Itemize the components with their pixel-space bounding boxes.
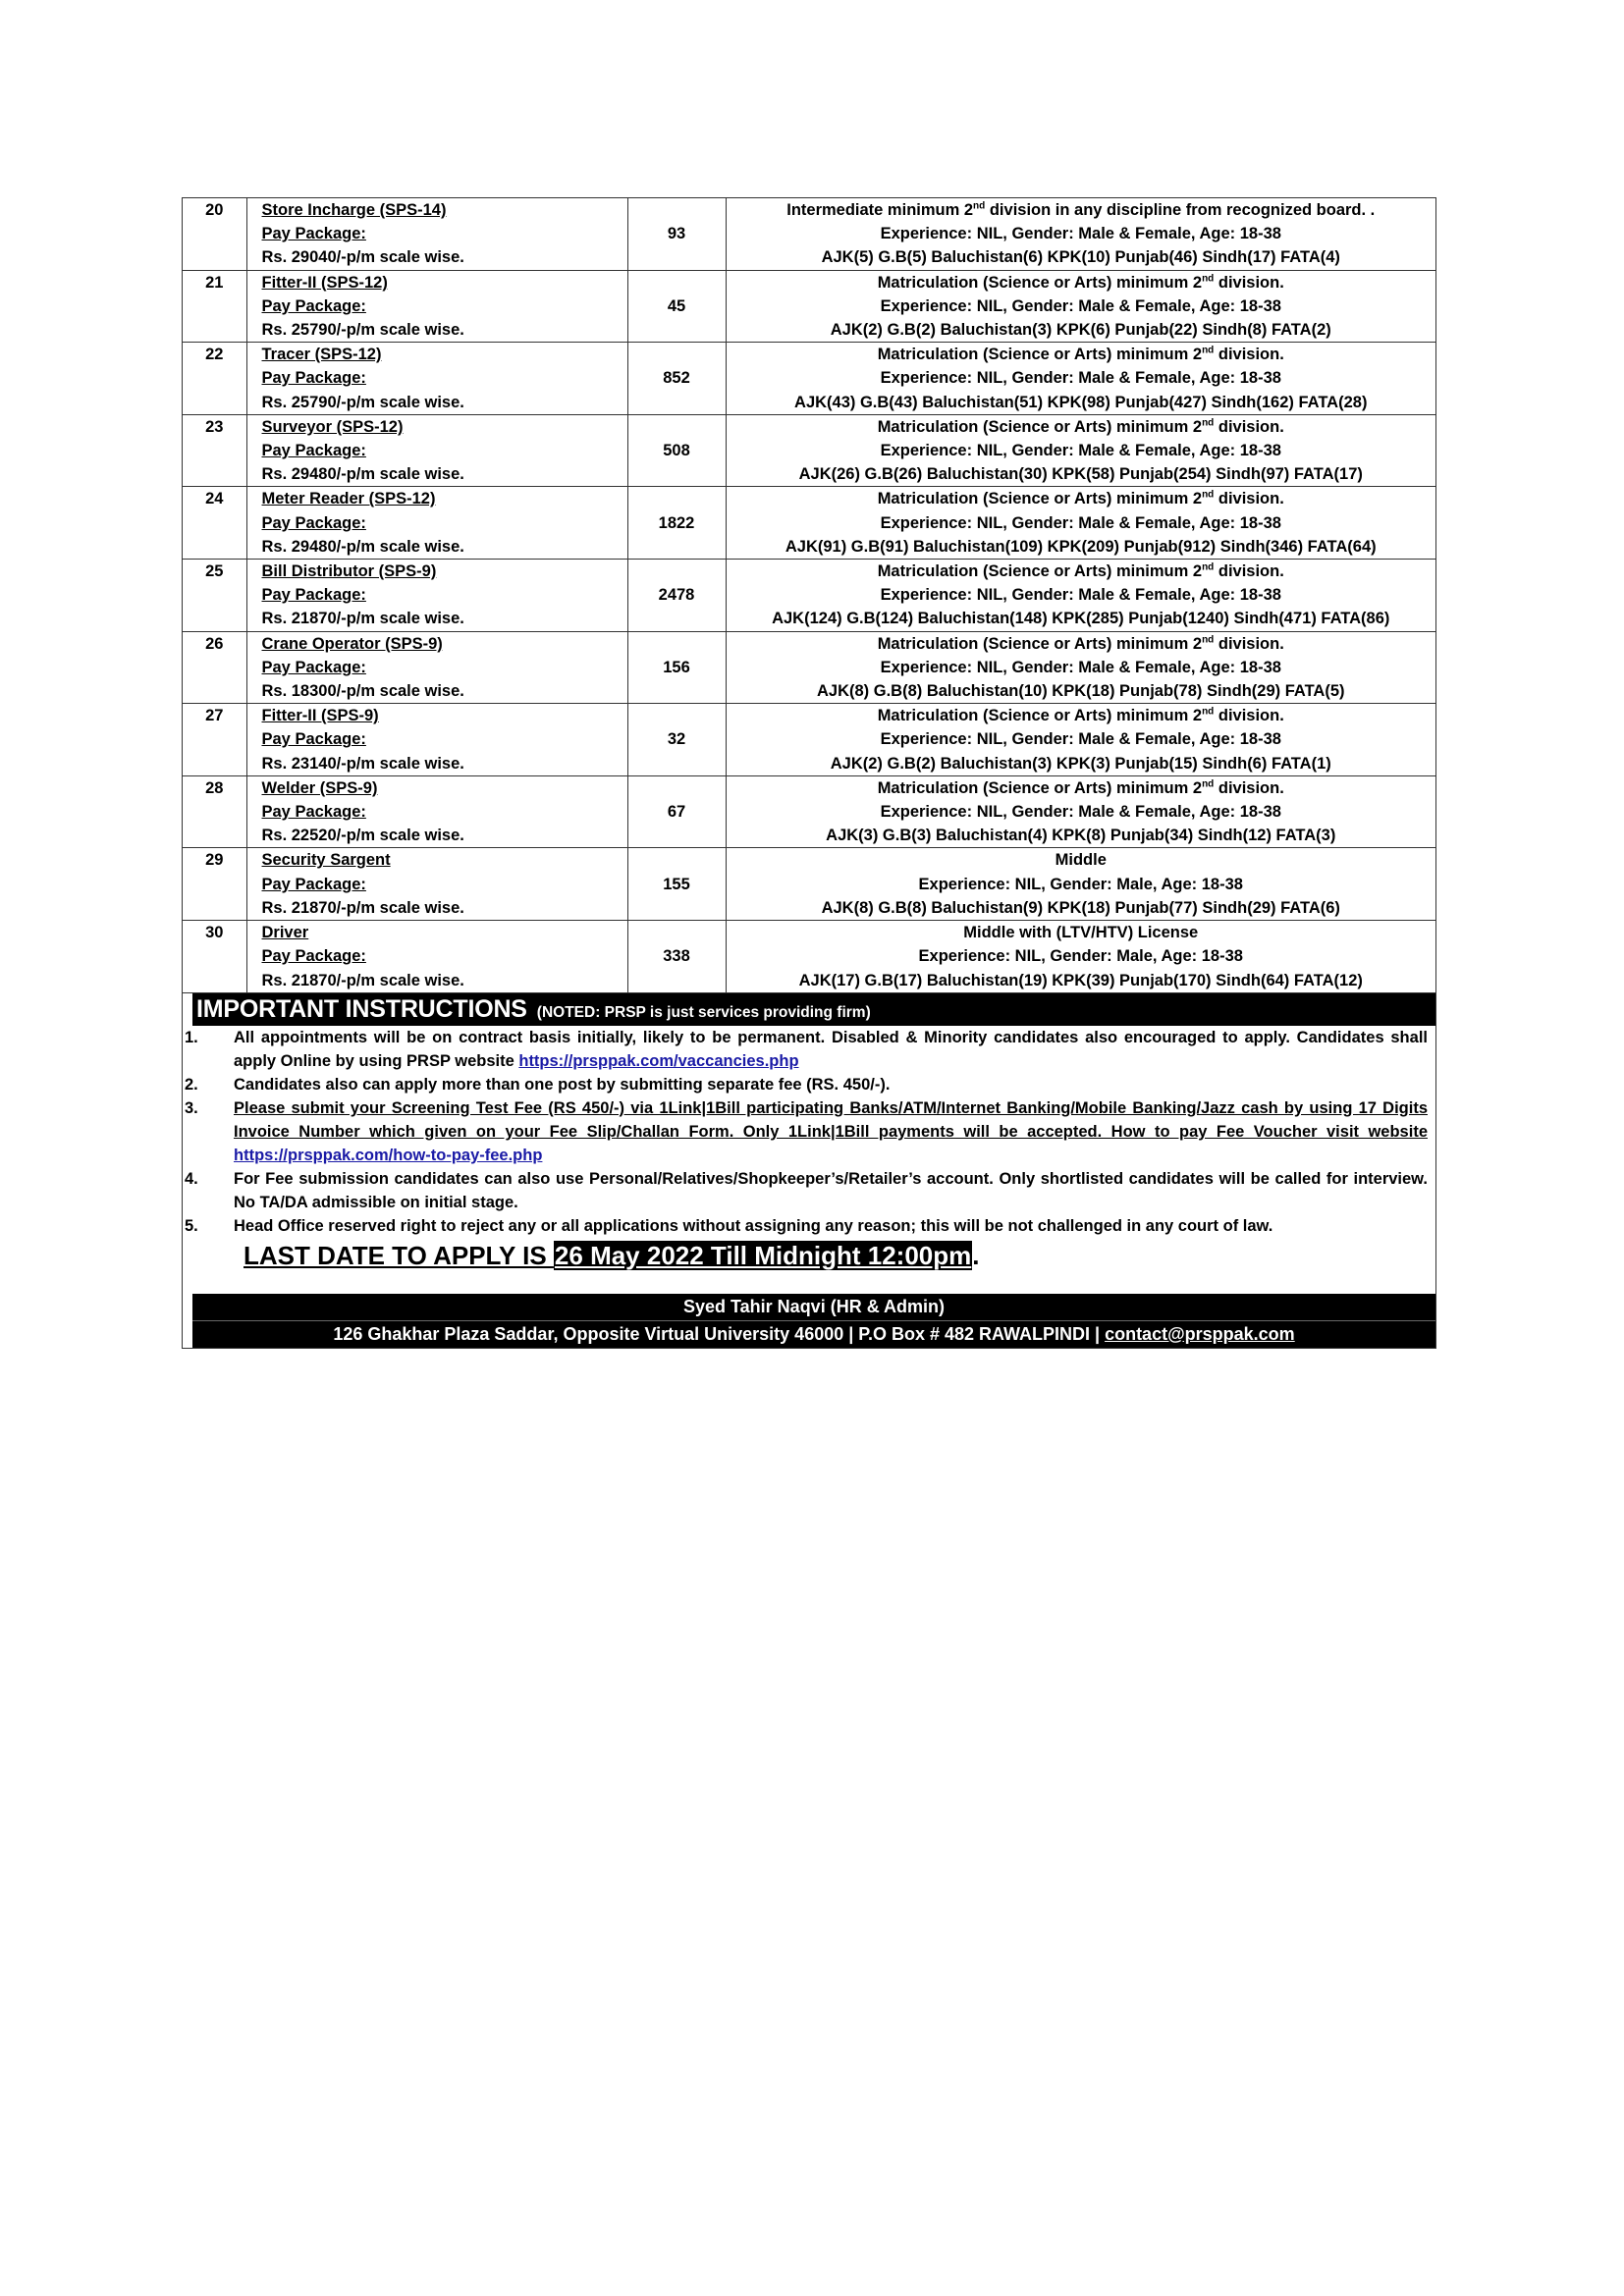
- pay-package-label: Pay Package:: [261, 513, 366, 532]
- signatory-name: Syed Tahir Naqvi (HR & Admin): [192, 1294, 1435, 1321]
- experience-gender-age: Experience: NIL, Gender: Male & Female, Age: 18-38: [880, 658, 1281, 676]
- item-number: 2.: [185, 1075, 198, 1094]
- requirements-cell: [726, 921, 1435, 993]
- requirements-cell: [726, 704, 1435, 776]
- pay-amount: Rs. 21870/-p/m scale wise.: [261, 898, 464, 917]
- post-cell: [246, 560, 627, 632]
- post-title: Fitter-II (SPS-9): [261, 707, 379, 725]
- job-row: [183, 414, 1435, 487]
- how-to-pay-link[interactable]: https://prsppak.com/how-to-pay-fee.php: [234, 1146, 543, 1164]
- qualification: Matriculation (Science or Arts) minimum 2nd division.: [877, 634, 1284, 653]
- requirements-cell: [726, 848, 1435, 921]
- qualification: Matriculation (Science or Arts) minimum 2nd division.: [877, 273, 1284, 292]
- provincial-quota: AJK(17) G.B(17) Baluchistan(19) KPK(39) Punjab(170) Sindh(64) FATA(12): [798, 971, 1363, 989]
- pay-amount: Rs. 23140/-p/m scale wise.: [261, 754, 464, 773]
- post-title: Store Incharge (SPS-14): [261, 201, 447, 219]
- requirements-cell: [726, 775, 1435, 848]
- pay-amount: Rs. 29040/-p/m scale wise.: [261, 248, 464, 267]
- item-text: For Fee submission candidates can also use Personal/Relatives/Shopkeeper’s/Retailer’s account. Only shortlisted candidates will be called for interview. No TA/DA admissible on initial stage.: [234, 1169, 1428, 1211]
- pay-package-label: Pay Package:: [261, 803, 366, 822]
- serial-number: 25: [183, 560, 246, 632]
- experience-gender-age: Experience: NIL, Gender: Male & Female, Age: 18-38: [880, 513, 1281, 532]
- job-row: [183, 848, 1435, 921]
- experience-gender-age: Experience: NIL, Gender: Male, Age: 18-38: [918, 947, 1243, 966]
- pay-package-label: Pay Package:: [261, 586, 366, 605]
- vacancies-link[interactable]: https://prsppak.com/vaccancies.php: [518, 1051, 799, 1070]
- pay-package-label: Pay Package:: [261, 369, 366, 388]
- post-title: Surveyor (SPS-12): [261, 417, 404, 436]
- item-number: 5.: [185, 1216, 198, 1235]
- qualification: Matriculation (Science or Arts) minimum 2nd division.: [877, 345, 1284, 364]
- vacancy-count: 32: [627, 704, 726, 776]
- item-number: 4.: [185, 1169, 198, 1188]
- job-row: [183, 198, 1435, 271]
- item-text-body: All appointments will be on contract basis initially, likely to be permanent. Disabled & Minority candidates also encouraged to apply. Candidates shall apply Online by using PRSP website: [234, 1028, 1428, 1070]
- pay-package-label: Pay Package:: [261, 225, 366, 243]
- serial-number: 28: [183, 775, 246, 848]
- experience-gender-age: Experience: NIL, Gender: Male & Female, Age: 18-38: [880, 586, 1281, 605]
- vacancy-count: 67: [627, 775, 726, 848]
- pay-amount: Rs. 21870/-p/m scale wise.: [261, 610, 464, 628]
- item-text: [234, 1026, 1428, 1073]
- serial-number: 24: [183, 487, 246, 560]
- requirements-cell: [726, 414, 1435, 487]
- provincial-quota: AJK(2) G.B(2) Baluchistan(3) KPK(6) Punjab(22) Sindh(8) FATA(2): [830, 321, 1331, 340]
- vacancy-count: 338: [627, 921, 726, 993]
- post-title: Tracer (SPS-12): [261, 346, 382, 364]
- item-text: Candidates also can apply more than one post by submitting separate fee (RS. 450/-).: [234, 1075, 891, 1094]
- pay-amount: Rs. 21870/-p/m scale wise.: [261, 971, 464, 989]
- pay-amount: Rs. 25790/-p/m scale wise.: [261, 321, 464, 340]
- serial-number: 21: [183, 270, 246, 343]
- job-row: [183, 343, 1435, 415]
- vacancy-count: 2478: [627, 560, 726, 632]
- experience-gender-age: Experience: NIL, Gender: Male & Female, Age: 18-38: [880, 442, 1281, 460]
- post-cell: [246, 487, 627, 560]
- experience-gender-age: Experience: NIL, Gender: Male & Female, Age: 18-38: [880, 225, 1281, 243]
- pay-package-label: Pay Package:: [261, 875, 366, 893]
- item-number: 3.: [185, 1098, 198, 1117]
- experience-gender-age: Experience: NIL, Gender: Male & Female, Age: 18-38: [880, 369, 1281, 388]
- serial-number: 27: [183, 704, 246, 776]
- pay-package-label: Pay Package:: [261, 442, 366, 460]
- post-title: Welder (SPS-9): [261, 778, 378, 797]
- vacancy-count: 1822: [627, 487, 726, 560]
- provincial-quota: AJK(2) G.B(2) Baluchistan(3) KPK(3) Punjab(15) Sindh(6) FATA(1): [830, 754, 1331, 773]
- instruction-item: [183, 1073, 1428, 1096]
- post-cell: [246, 631, 627, 704]
- experience-gender-age: Experience: NIL, Gender: Male & Female, Age: 18-38: [880, 730, 1281, 749]
- serial-number: 20: [183, 198, 246, 271]
- qualification: Matriculation (Science or Arts) minimum 2nd division.: [877, 489, 1284, 508]
- instruction-item: [183, 1167, 1428, 1214]
- qualification: Matriculation (Science or Arts) minimum 2nd division.: [877, 561, 1284, 581]
- requirements-cell: [726, 198, 1435, 271]
- post-cell: [246, 343, 627, 415]
- post-title: Fitter-II (SPS-12): [261, 273, 388, 292]
- provincial-quota: AJK(8) G.B(8) Baluchistan(9) KPK(18) Punjab(77) Sindh(29) FATA(6): [821, 898, 1340, 917]
- serial-number: 29: [183, 848, 246, 921]
- post-cell: [246, 848, 627, 921]
- post-cell: [246, 270, 627, 343]
- instructions-header: [192, 993, 1435, 1026]
- instruction-item: [183, 1026, 1428, 1073]
- job-row: [183, 775, 1435, 848]
- job-row: [183, 921, 1435, 993]
- post-cell: [246, 775, 627, 848]
- instructions-list: [183, 1026, 1435, 1238]
- serial-number: 30: [183, 921, 246, 993]
- job-row: [183, 270, 1435, 343]
- post-title: Security Sargent: [261, 851, 391, 870]
- post-cell: [246, 921, 627, 993]
- post-title: Crane Operator (SPS-9): [261, 634, 443, 653]
- job-row: [183, 631, 1435, 704]
- item-text: [234, 1096, 1428, 1167]
- experience-gender-age: Experience: NIL, Gender: Male & Female, Age: 18-38: [880, 296, 1281, 315]
- vacancy-count: 45: [627, 270, 726, 343]
- last-date-line: [244, 1240, 1435, 1271]
- instructions-note: (NOTED: PRSP is just services providing firm): [536, 1003, 871, 1021]
- post-cell: [246, 414, 627, 487]
- provincial-quota: AJK(5) G.B(5) Baluchistan(6) KPK(10) Punjab(46) Sindh(17) FATA(4): [821, 248, 1340, 267]
- qualification: Intermediate minimum 2nd division in any discipline from recognized board. .: [786, 200, 1376, 219]
- instructions-heading: IMPORTANT INSTRUCTIONS: [196, 994, 527, 1023]
- experience-gender-age: Experience: NIL, Gender: Male & Female, Age: 18-38: [880, 803, 1281, 822]
- provincial-quota: AJK(26) G.B(26) Baluchistan(30) KPK(58) Punjab(254) Sindh(97) FATA(17): [798, 465, 1363, 484]
- serial-number: 26: [183, 631, 246, 704]
- post-cell: [246, 704, 627, 776]
- provincial-quota: AJK(124) G.B(124) Baluchistan(148) KPK(285) Punjab(1240) Sindh(471) FATA(86): [772, 610, 1390, 628]
- provincial-quota: AJK(43) G.B(43) Baluchistan(51) KPK(98) Punjab(427) Sindh(162) FATA(28): [794, 393, 1368, 411]
- qualification: Matriculation (Science or Arts) minimum 2nd division.: [877, 706, 1284, 725]
- qualification: Middle with (LTV/HTV) License: [963, 924, 1199, 942]
- qualification: Matriculation (Science or Arts) minimum 2nd division.: [877, 778, 1284, 797]
- pay-package-label: Pay Package:: [261, 296, 366, 315]
- job-row: [183, 487, 1435, 560]
- last-date-label: LAST DATE TO APPLY IS: [244, 1240, 554, 1270]
- vacancy-count: 93: [627, 198, 726, 271]
- post-title: Meter Reader (SPS-12): [261, 490, 436, 508]
- pay-package-label: Pay Package:: [261, 947, 366, 966]
- pay-package-label: Pay Package:: [261, 730, 366, 749]
- jobs-table: [183, 197, 1435, 993]
- provincial-quota: AJK(8) G.B(8) Baluchistan(10) KPK(18) Punjab(78) Sindh(29) FATA(5): [816, 682, 1345, 701]
- item-number: 1.: [185, 1028, 198, 1046]
- vacancy-count: 852: [627, 343, 726, 415]
- pay-amount: Rs. 18300/-p/m scale wise.: [261, 682, 464, 701]
- pay-package-label: Pay Package:: [261, 658, 366, 676]
- pay-amount: Rs. 29480/-p/m scale wise.: [261, 465, 464, 484]
- pay-amount: Rs. 29480/-p/m scale wise.: [261, 537, 464, 556]
- instruction-item: [183, 1096, 1428, 1167]
- last-date-period: .: [972, 1240, 980, 1270]
- serial-number: 23: [183, 414, 246, 487]
- contact-email[interactable]: contact@prsppak.com: [1105, 1323, 1295, 1344]
- contact-footer: [192, 1294, 1435, 1348]
- qualification: Matriculation (Science or Arts) minimum 2nd division.: [877, 417, 1284, 436]
- last-date-value: 26 May 2022 Till Midnight 12:00pm: [554, 1240, 972, 1270]
- requirements-cell: [726, 560, 1435, 632]
- vacancy-count: 155: [627, 848, 726, 921]
- requirements-cell: [726, 631, 1435, 704]
- requirements-cell: [726, 270, 1435, 343]
- address-line: [192, 1321, 1435, 1348]
- pay-amount: Rs. 22520/-p/m scale wise.: [261, 827, 464, 845]
- provincial-quota: AJK(3) G.B(3) Baluchistan(4) KPK(8) Punjab(34) Sindh(12) FATA(3): [826, 827, 1336, 845]
- vacancy-count: 156: [627, 631, 726, 704]
- requirements-cell: [726, 343, 1435, 415]
- requirements-cell: [726, 487, 1435, 560]
- item-text: Head Office reserved right to reject any or all applications without assigning any reason; this will be not challenged in any court of law.: [234, 1216, 1273, 1235]
- advertisement-page: [182, 197, 1436, 1349]
- job-row: [183, 704, 1435, 776]
- vacancy-count: 508: [627, 414, 726, 487]
- job-row: [183, 560, 1435, 632]
- instruction-item: [183, 1214, 1428, 1238]
- address-text: 126 Ghakhar Plaza Saddar, Opposite Virtual University 46000 | P.O Box # 482 RAWALPINDI |: [333, 1323, 1106, 1344]
- post-title: Driver: [261, 924, 309, 942]
- pay-amount: Rs. 25790/-p/m scale wise.: [261, 393, 464, 411]
- post-cell: [246, 198, 627, 271]
- item-text-body: Please submit your Screening Test Fee (RS 450/-) via 1Link|1Bill participating Banks/ATM/Internet Banking/Mobile Banking/Jazz cash by using 17 Digits Invoice Number which given on your Fee Slip/Challan Form. Only 1Link|1Bill payments will be accepted. How to pay Fee Voucher visit website: [234, 1098, 1428, 1141]
- experience-gender-age: Experience: NIL, Gender: Male, Age: 18-38: [918, 875, 1243, 893]
- provincial-quota: AJK(91) G.B(91) Baluchistan(109) KPK(209) Punjab(912) Sindh(346) FATA(64): [785, 537, 1377, 556]
- post-title: Bill Distributor (SPS-9): [261, 562, 437, 581]
- qualification: Middle: [1055, 851, 1107, 870]
- serial-number: 22: [183, 343, 246, 415]
